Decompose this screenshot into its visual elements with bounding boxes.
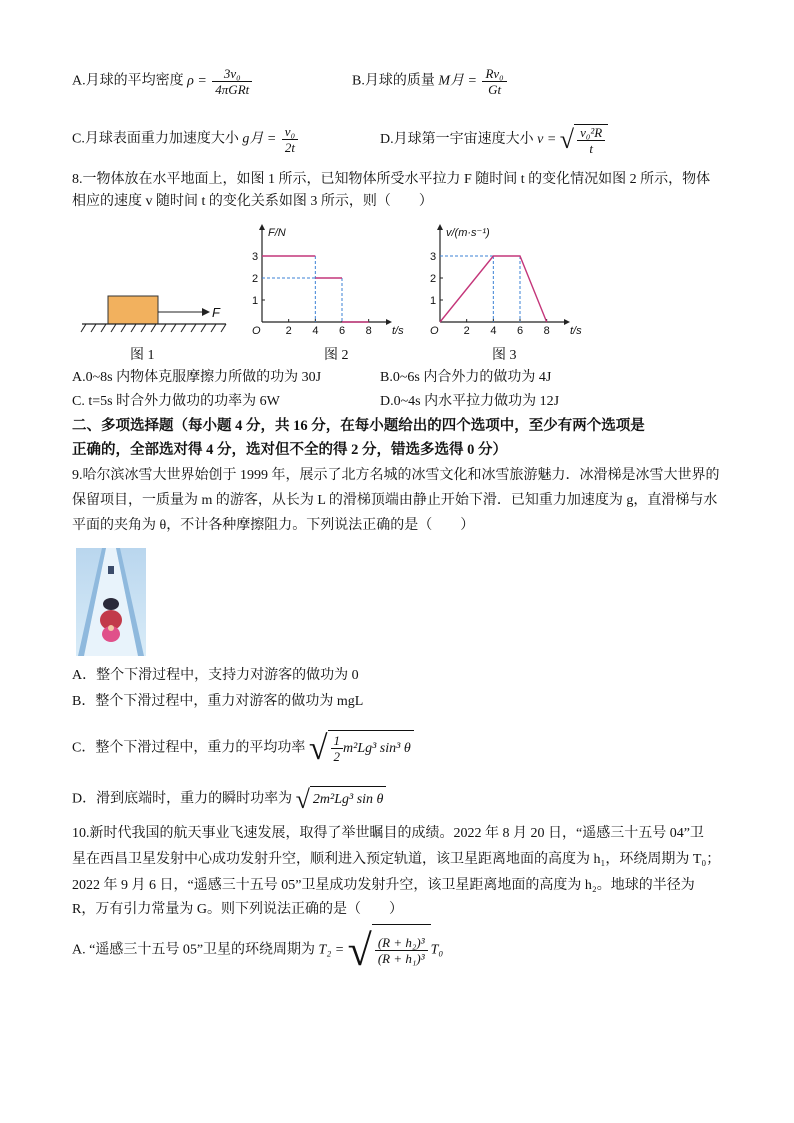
q10-stem-line-3: 2022 年 9 月 6 日，“遥感三十五号 05”卫星成功发射升空，该卫星距离地面的高度为 h₂。地球的半径为	[72, 878, 695, 893]
q9-option-d-sqrt: 2m²Lg³ sin θ	[310, 786, 387, 813]
y-tick-label: 2	[430, 273, 437, 285]
q9-option-c-den: 2	[333, 749, 341, 765]
figure-3-caption: 图 3	[492, 348, 517, 363]
q7-option-d	[380, 124, 608, 156]
sqrt-sign: √	[559, 125, 575, 154]
sqrt-sign: √	[295, 784, 310, 814]
q7-option-d-lhs: v =	[537, 132, 557, 148]
x-tick-label: 2	[463, 325, 470, 337]
q7-option-c-text: C.月球表面重力加速度大小	[72, 131, 239, 147]
y-axis-label: v/(m·s⁻¹)	[446, 227, 490, 239]
q8-option-b: B.0~6s 内合外力的做功为 4J	[380, 370, 552, 385]
y-axis-arrow	[437, 224, 443, 230]
q9-stem-line-2: 保留项目，一质量为 m 的游客，从长为 L 的滑梯顶端由静止开始下滑．已知重力加速度为 g，直滑梯与水	[72, 493, 718, 508]
section-2-title-line-1: 二、多项选择题（每小题 4 分，共 16 分，在每小题给出的四个选项中，至少有两个选项是	[72, 418, 645, 434]
q9-option-c-num: 1	[331, 733, 344, 749]
y-tick-label: 3	[252, 251, 259, 263]
y-axis-arrow	[259, 224, 265, 230]
q10-option-a-tail: T₀	[430, 942, 444, 958]
x-axis-label: t/s	[392, 325, 404, 337]
q7-option-b-lhs: M月 =	[438, 73, 477, 89]
q9-option-d-text: D．滑到底端时，重力的瞬时功率为	[72, 791, 293, 807]
sqrt-sign: √	[308, 729, 328, 767]
y-tick-label: 3	[430, 251, 437, 263]
q7-option-d-text: D.月球第一宇宙速度大小	[380, 132, 534, 148]
x-axis-label: t/s	[570, 325, 582, 337]
q7-option-a-lhs: ρ =	[187, 73, 207, 89]
origin-label: O	[252, 325, 261, 337]
q7-option-d-den: t	[589, 141, 593, 156]
q10-stem-line-1: 10.新时代我国的航天事业飞速发展，取得了举世瞩目的成绩。2022 年 8 月 20 日，“遥感三十五号 04”卫	[72, 826, 704, 841]
force-arrow-head	[202, 308, 210, 316]
q7-option-c-lhs: g月 =	[242, 131, 277, 147]
figure-2-force-time-chart	[250, 224, 404, 338]
q9-option-c-text: C．整个下滑过程中，重力的平均功率	[72, 740, 306, 756]
q10-option-a-sqrt	[372, 924, 431, 977]
q10-option-a	[72, 924, 443, 977]
q7-option-c	[72, 124, 300, 155]
q9-option-d	[72, 786, 386, 813]
x-tick-label: 6	[517, 325, 524, 337]
sqrt-sign: √	[347, 925, 372, 975]
q9-option-c	[72, 730, 414, 767]
x-tick-label: 4	[490, 325, 497, 337]
q10-option-a-num: (R + h₂)³	[375, 935, 428, 951]
q8-option-a: A.0~8s 内物体克服摩擦力所做的功为 30J	[72, 370, 322, 385]
section-2-title-line-2: 正确的，全部选对得 4 分，选对但不全的得 2 分，错选多选得 0 分）	[72, 442, 507, 458]
y-axis-label: F/N	[268, 227, 286, 239]
q9-stem-line-3: 平面的夹角为 θ，不计各种摩擦阻力。下列说法正确的是（ ）	[72, 518, 475, 533]
q8-option-c: C. t=5s 时合外力做功的功率为 6W	[72, 394, 280, 409]
q10-stem-line-2: 星在西昌卫星发射中心成功发射升空，顺利进入预定轨道，该卫星距离地面的高度为 h₁，环绕周期为 T₀；	[72, 852, 721, 867]
block	[108, 296, 158, 324]
q7-option-c-num: v₀	[282, 124, 298, 140]
y-tick-label: 2	[252, 273, 259, 285]
q7-option-d-sqrt	[574, 124, 608, 156]
figure-2-caption: 图 2	[324, 348, 349, 363]
y-tick-label: 1	[430, 295, 437, 307]
q8-stem-line-1: 8.一物体放在水平地面上，如图 1 所示，已知物体所受水平拉力 F 随时间 t 的变化情况如图 2 所示，物体	[72, 172, 711, 187]
x-tick-label: 8	[365, 325, 372, 337]
q7-option-a-text: A.月球的平均密度	[72, 73, 184, 89]
figure-1-block-on-ground	[78, 290, 228, 335]
q7-option-d-num: v₀²R	[577, 125, 605, 141]
q8-option-d: D.0~4s 内水平拉力做功为 12J	[380, 394, 560, 409]
x-tick-label: 8	[543, 325, 550, 337]
q10-stem-line-4: R，万有引力常量为 G。则下列说法正确的是（ ）	[72, 902, 403, 917]
q7-option-a-fraction	[212, 66, 252, 97]
q9-option-c-sqrt	[328, 730, 414, 767]
figure-3-velocity-time-chart	[428, 224, 582, 338]
q7-option-a-den: 4πGRt	[215, 82, 250, 97]
q9-option-b: B．整个下滑过程中，重力对游客的做功为 mgL	[72, 694, 364, 709]
q10-option-a-lhs: T₂ =	[318, 942, 345, 958]
q10-option-a-den: (R + h₁)³	[377, 951, 425, 967]
q7-option-a-num: 3v₀	[212, 66, 252, 82]
q8-stem-line-2: 相应的速度 v 随时间 t 的变化关系如图 3 所示，则（ ）	[72, 194, 433, 209]
q7-option-b-fraction	[482, 66, 506, 97]
q9-stem-line-1: 9.哈尔滨冰雪大世界始创于 1999 年，展示了北方名城的冰雪文化和冰雪旅游魅力．冰滑梯是冰雪大世界的	[72, 468, 720, 483]
q7-option-c-fraction	[282, 124, 298, 155]
ground-hatching	[81, 324, 226, 332]
y-tick-label: 1	[252, 295, 259, 307]
figure-1-caption: 图 1	[130, 348, 155, 363]
x-tick-label: 2	[285, 325, 292, 337]
q7-option-b-text: B.月球的质量	[352, 73, 435, 89]
q9-option-c-expr: m²Lg³ sin³ θ	[343, 741, 411, 756]
q7-option-b-den: Gt	[488, 82, 502, 97]
ice-slide-photo	[76, 548, 146, 656]
force-label: F	[212, 305, 220, 320]
q7-option-b-num: Rv₀	[482, 66, 506, 82]
q7-option-b	[352, 66, 509, 97]
q10-option-a-text: A. “遥感三十五号 05”卫星的环绕周期为	[72, 942, 316, 958]
q7-option-c-den: 2t	[284, 140, 295, 155]
x-tick-label: 6	[339, 325, 346, 337]
q9-option-a: A．整个下滑过程中，支持力对游客的做功为 0	[72, 668, 359, 683]
origin-label: O	[430, 325, 439, 337]
x-tick-label: 4	[312, 325, 319, 337]
q7-option-a	[72, 66, 254, 97]
